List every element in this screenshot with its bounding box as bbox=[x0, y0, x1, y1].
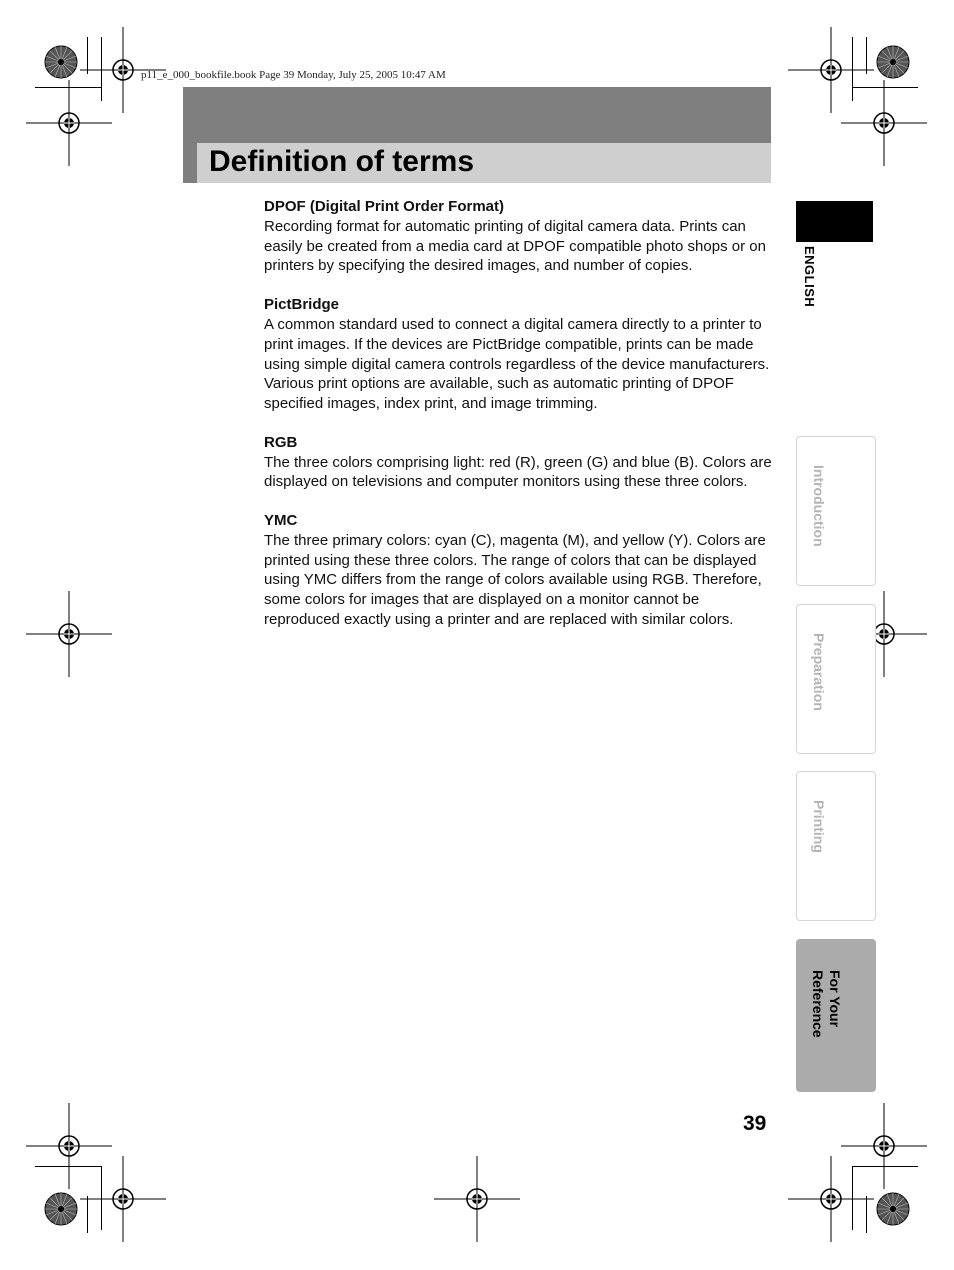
star-target-icon bbox=[44, 1192, 78, 1226]
term-title: YMC bbox=[264, 512, 298, 530]
terms-list bbox=[264, 197, 772, 649]
term-ymc bbox=[264, 511, 772, 630]
registration-mark-icon bbox=[80, 1156, 166, 1242]
term-body: A common standard used to connect a digital camera directly to a printer to print images. If the devices are PictBridge compatible, prints can be made using simple digital camera controls regardless of the device manufacturers. Various print options are available, such as automatic printing of DPOF specified images, index print, and image trimming. bbox=[264, 316, 770, 412]
registration-mark-icon bbox=[26, 591, 112, 677]
language-marker bbox=[796, 201, 873, 242]
title-band bbox=[183, 87, 771, 143]
term-title: PictBridge bbox=[264, 296, 340, 314]
star-target-icon bbox=[876, 1192, 910, 1226]
registration-mark-icon bbox=[26, 80, 112, 166]
side-tab-label: Preparation bbox=[811, 633, 827, 711]
term-body: Recording format for automatic printing of digital camera data. Prints can easily be created from a media card at DPOF compatible photo shops or on printers by specifying the desired images, and number of copies. bbox=[264, 218, 766, 275]
registration-mark-icon bbox=[788, 1156, 874, 1242]
side-tab-introduction[interactable] bbox=[796, 436, 876, 586]
page-title: Definition of terms bbox=[209, 145, 475, 178]
term-title: DPOF (Digital Print Order Format) bbox=[264, 198, 505, 215]
registration-mark-icon bbox=[434, 1156, 520, 1242]
term-body: The three primary colors: cyan (C), magenta (M), and yellow (Y). Colors are printed using these three colors. The range of colors that can be displayed using YMC differs from the range of colors available using RGB. Therefore, some colors for images that are displayed on a monitor cannot be reproduced exactly using a printer and are replaced with similar colors. bbox=[264, 532, 766, 628]
print-info: p11_e_000_bookfile.book Page 39 Monday, July 25, 2005 10:47 AM bbox=[141, 69, 446, 81]
side-tab-label: Printing bbox=[811, 800, 827, 853]
term-body: The three colors comprising light: red (R), green (G) and blue (B). Colors are displayed on televisions and computer monitors using these three colors. bbox=[264, 453, 772, 491]
language-label: ENGLISH bbox=[802, 246, 817, 308]
star-target-icon bbox=[44, 45, 78, 79]
registration-mark-icon bbox=[841, 80, 927, 166]
term-rgb bbox=[264, 433, 772, 492]
side-tab-label: For Your Reference bbox=[810, 970, 843, 1038]
term-dpof bbox=[264, 197, 772, 276]
side-tab-preparation[interactable] bbox=[796, 604, 876, 754]
side-tab-label: Introduction bbox=[811, 465, 827, 547]
page-number: 39 bbox=[743, 1112, 767, 1135]
term-pictbridge bbox=[264, 295, 772, 414]
title-band-accent bbox=[183, 143, 197, 183]
star-target-icon bbox=[876, 45, 910, 79]
side-tab-printing[interactable] bbox=[796, 771, 876, 921]
term-title: RGB bbox=[264, 433, 298, 451]
side-tab-for-your-reference[interactable] bbox=[796, 939, 876, 1092]
